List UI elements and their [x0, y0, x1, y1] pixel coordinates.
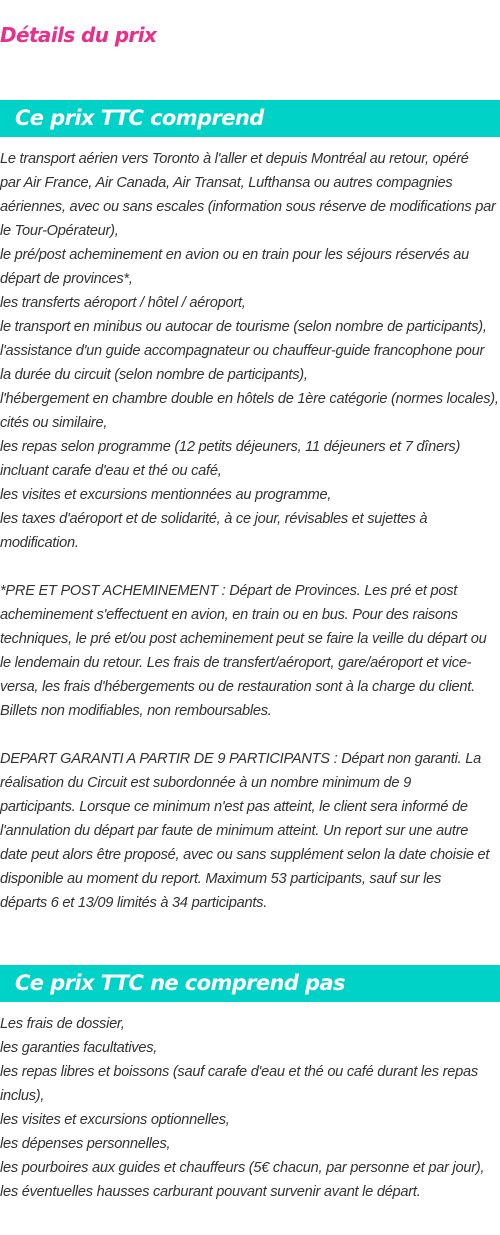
- text-line: acheminement s'effectuent en avion, en train ou en bus. Pour des raisons: [0, 607, 458, 623]
- text-line: l'hébergement en chambre double en hôtels de 1ère catégorie (normes locales),: [0, 391, 499, 407]
- text-line: l'assistance d'un guide accompagnateur ou chauffeur-guide francophone pour: [0, 343, 485, 359]
- text-line: [0, 555, 500, 579]
- includes-text: [0, 147, 500, 915]
- page-title: Détails du prix: [0, 23, 157, 47]
- text-line: le Tour-Opérateur),: [0, 223, 119, 239]
- text-line: versa, les frais d'hébergements ou de restauration sont à la charge du client.: [0, 679, 475, 695]
- text-line: participants. Lorsque ce minimum n'est pas atteint, le client sera informé de: [0, 799, 468, 815]
- text-line: aériennes, avec ou sans escales (information sous réserve de modifications par: [0, 199, 496, 215]
- text-line: les visites et excursions mentionnées au programme,: [0, 487, 332, 503]
- text-line: [0, 723, 500, 747]
- text-line: le transport en minibus ou autocar de tourisme (selon nombre de participants),: [0, 319, 487, 335]
- text-line: incluant carafe d'eau et thé ou café,: [0, 463, 222, 479]
- text-line: inclus),: [0, 1088, 45, 1104]
- text-line: départ de provinces*,: [0, 271, 133, 287]
- section-header-includes: Ce prix TTC comprend: [0, 100, 500, 137]
- text-line: le lendemain du retour. Les frais de transfert/aéroport, gare/aéroport et vice-: [0, 655, 472, 671]
- text-line: *PRE ET POST ACHEMINEMENT : Départ de Provinces. Les pré et post: [0, 583, 458, 599]
- text-line: les pourboires aux guides et chauffeurs (5€ chacun, par personne et par jour),: [0, 1160, 485, 1176]
- text-line: modification.: [0, 535, 79, 551]
- text-line: les dépenses personnelles,: [0, 1136, 171, 1152]
- excludes-text: [0, 1012, 500, 1204]
- text-line: réalisation du Circuit est subordonnée à un nombre minimum de 9: [0, 775, 411, 791]
- text-line: les visites et excursions optionnelles,: [0, 1112, 230, 1128]
- text-line: Le transport aérien vers Toronto à l'aller et depuis Montréal au retour, opéré: [0, 151, 469, 167]
- text-line: Les frais de dossier,: [0, 1016, 125, 1032]
- text-line: Billets non modifiables, non remboursables.: [0, 703, 272, 719]
- text-line: départs 6 et 13/09 limités à 34 participants.: [0, 895, 268, 911]
- text-line: les garanties facultatives,: [0, 1040, 158, 1056]
- text-line: cités ou similaire,: [0, 415, 108, 431]
- text-line: disponible au moment du report. Maximum 53 participants, sauf sur les: [0, 871, 442, 887]
- text-line: la durée du circuit (selon nombre de participants),: [0, 367, 308, 383]
- text-line: les éventuelles hausses carburant pouvant survenir avant le départ.: [0, 1184, 421, 1200]
- section-header-excludes: Ce prix TTC ne comprend pas: [0, 965, 500, 1002]
- text-line: les taxes d'aéroport et de solidarité, à ce jour, révisables et sujettes à: [0, 511, 428, 527]
- text-line: les repas libres et boissons (sauf carafe d'eau et thé ou café durant les repas: [0, 1064, 478, 1080]
- text-line: DEPART GARANTI A PARTIR DE 9 PARTICIPANTS : Départ non garanti. La: [0, 751, 481, 767]
- text-line: par Air France, Air Canada, Air Transat, Lufthansa ou autres compagnies: [0, 175, 453, 191]
- text-line: les repas selon programme (12 petits déjeuners, 11 déjeuners et 7 dîners): [0, 439, 461, 455]
- text-line: les transferts aéroport / hôtel / aéroport,: [0, 295, 246, 311]
- text-line: date peut alors être proposé, avec ou sans supplément selon la date choisie et: [0, 847, 490, 863]
- text-line: l'annulation du départ par faute de minimum atteint. Un report sur une autre: [0, 823, 469, 839]
- text-line: le pré/post acheminement en avion ou en train pour les séjours réservés au: [0, 247, 470, 263]
- text-line: techniques, le pré et/ou post acheminement peut se faire la veille du départ ou: [0, 631, 487, 647]
